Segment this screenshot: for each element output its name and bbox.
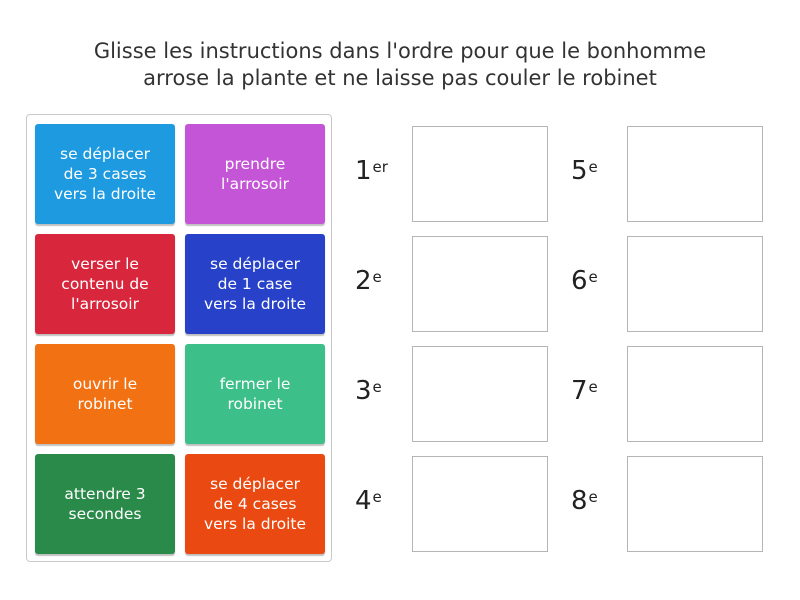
slot-label [571, 156, 598, 186]
instruction-card[interactable]: fermer le robinet [185, 344, 325, 444]
instructions-title [0, 38, 800, 92]
answer-drop-slot[interactable] [412, 346, 548, 442]
answer-drop-slot[interactable] [412, 456, 548, 552]
instruction-card[interactable]: ouvrir le robinet [35, 344, 175, 444]
slot-ordinal-suffix: e [588, 158, 598, 176]
instruction-card[interactable]: se déplacer de 4 cases vers la droite [185, 454, 325, 554]
instruction-card[interactable]: se déplacer de 3 cases vers la droite [35, 124, 175, 224]
answer-drop-slot[interactable] [412, 126, 548, 222]
slot-ordinal-suffix: e [372, 378, 382, 396]
instruction-card[interactable]: prendre l'arrosoir [185, 124, 325, 224]
slot-number: 2 [355, 266, 372, 296]
slot-label [355, 486, 382, 516]
answer-drop-slot[interactable] [412, 236, 548, 332]
slot-ordinal-suffix: er [372, 158, 388, 176]
slot-label [571, 266, 598, 296]
slot-ordinal-suffix: e [588, 378, 598, 396]
slot-number: 8 [571, 486, 588, 516]
slot-number: 3 [355, 376, 372, 406]
slot-number: 1 [355, 156, 372, 186]
instruction-card[interactable]: attendre 3 secondes [35, 454, 175, 554]
slot-label [571, 486, 598, 516]
slot-number: 6 [571, 266, 588, 296]
answer-drop-slot[interactable] [627, 126, 763, 222]
slot-ordinal-suffix: e [588, 488, 598, 506]
slot-label [355, 266, 382, 296]
answer-drop-slot[interactable] [627, 456, 763, 552]
slot-label [355, 156, 388, 186]
answer-drop-slot[interactable] [627, 236, 763, 332]
slot-number: 4 [355, 486, 372, 516]
slot-label [571, 376, 598, 406]
title-line-2: arrose la plante et ne laisse pas couler le robinet [143, 66, 657, 90]
slot-number: 5 [571, 156, 588, 186]
slot-label [355, 376, 382, 406]
slot-ordinal-suffix: e [588, 268, 598, 286]
slot-number: 7 [571, 376, 588, 406]
title-line-1: Glisse les instructions dans l'ordre pour que le bonhomme [93, 39, 707, 63]
instruction-card[interactable]: verser le contenu de l'arrosoir [35, 234, 175, 334]
answer-drop-slot[interactable] [627, 346, 763, 442]
instruction-card[interactable]: se déplacer de 1 case vers la droite [185, 234, 325, 334]
slot-ordinal-suffix: e [372, 488, 382, 506]
slot-ordinal-suffix: e [372, 268, 382, 286]
